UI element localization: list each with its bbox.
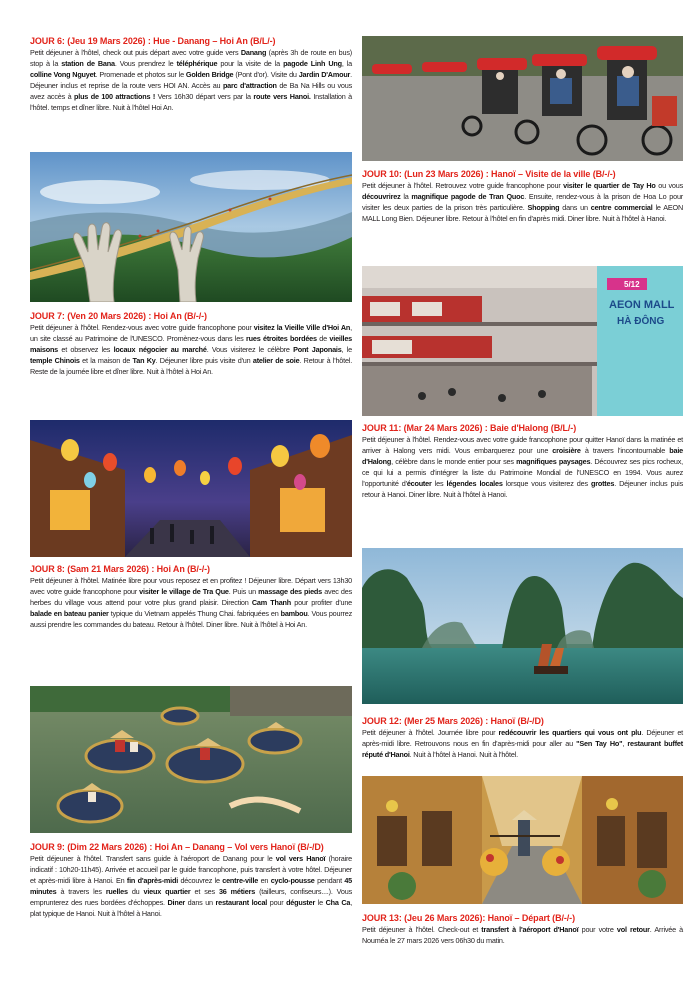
mall-sign-branch: HÀ ĐÔNG <box>617 316 665 327</box>
emphasis: massage des pieds <box>258 587 322 597</box>
day-6-title: JOUR 6: (Jeu 19 Mars 2026) : Hue - Danang – Hoi An (B/L/-) <box>30 36 276 46</box>
emphasis: centre-ville <box>222 876 259 886</box>
day-9-text: Petit déjeuner à l'hôtel. Transfert sans guide à l'aéroport de Danang pour le vol vers Hanoï (horaire indicatif : 10h20-11h45). Arrivée et accueil par le guide francophone, puis transfert à votre hôtel. Déjeuner et après-midi libre à Hanoi. En fin d'après-midi découvrez le centre-ville en cyclo-pousse pendant 45 minutes à travers les ruelles du vieux quartier et ses 36 métiers (tailleurs, confiseurs....). Vous emprunterez des rues bordées d'échoppes. Diner dans un restaurant local pour déguster le Cha Ca, plat typique de Hanoi. Nuit à l'hôtel à Hanoi. <box>30 854 353 919</box>
lantern-street-photo <box>30 420 352 557</box>
day-10-title: JOUR 10: (Lun 23 Mars 2026) : Hanoï – Visite de la ville (B/-/-) <box>362 169 616 179</box>
emphasis: Pont Japonais <box>293 345 342 355</box>
emphasis: Golden Bridge <box>185 70 234 80</box>
emphasis: 36 métiers <box>218 887 256 897</box>
emphasis: balade en bateau panier <box>30 609 109 619</box>
emphasis: cyclo-pousse <box>270 876 315 886</box>
emphasis: magnifiques paysages <box>516 457 591 467</box>
day-7-text: Petit déjeuner à l'hôtel. Rendez-vous avec votre guide francophone pour visitez la Vieille Ville d'Hoi An, un site classé au Patrimoine de l'UNESCO. Promènez-vous dans les rues étroites bordées de vieilles maisons et observez les locaux négocier au marché. Vous visiterez le célèbre Pont Japonais, le temple Chinois et la maison de Tan Ky. Déjeuner libre puis visite d'un atelier de soie. Retour à l'hôtel. Reste de la journée libre et dîner libre. Nuit à l'hôtel à Hoi An. <box>30 323 353 377</box>
day-11-title: JOUR 11: (Mar 24 Mars 2026) : Baie d'Halong (B/L/-) <box>362 423 577 433</box>
day-7-title: JOUR 7: (Ven 20 Mars 2026) : Hoi An (B/-/-) <box>30 311 207 321</box>
emphasis: restaurant local <box>215 898 268 908</box>
day-13-section <box>362 913 683 946</box>
halong-bay-photo <box>362 548 683 704</box>
emphasis: Shopping <box>527 203 560 213</box>
day-6-section <box>30 36 352 114</box>
emphasis: Danang <box>240 48 267 57</box>
emphasis: redécouvrir les quartiers qui vous ont plu <box>498 728 642 737</box>
emphasis: "Sen Tay Ho" <box>576 739 623 749</box>
emphasis: Cam Thanh <box>251 598 291 608</box>
day-9-title: JOUR 9: (Dim 22 Mars 2026) : Hoi An – Danang – Vol vers Hanoï (B/-/D) <box>30 842 324 852</box>
golden-bridge-photo <box>30 152 352 302</box>
emphasis: rues étroites bordées <box>246 334 317 344</box>
emphasis: écouter <box>406 479 432 489</box>
emphasis: grottes <box>591 479 615 489</box>
day-8-title: JOUR 8: (Sam 21 Mars 2026) : Hoi An (B/-/-) <box>30 564 210 574</box>
emphasis: parc d'attraction <box>222 81 277 91</box>
emphasis: téléphérique <box>176 59 218 69</box>
emphasis: vol retour <box>616 925 650 934</box>
emphasis: déguster <box>286 898 316 908</box>
aeon-mall-photo <box>362 266 683 416</box>
day-7-section <box>30 311 352 377</box>
day-10-text: Petit déjeuner à l'hôtel. Retrouvez votre guide francophone pour visiter le quartier de Tay Ho ou vous découvrirez la magnifique pagode de Tran Quoc. Ensuite, rendez-vous à la prison de Hoa Lo pour visiter les deux parties de la prison très particulière. Shopping dans un centre commercial le AEON MALL Long Bien. Déjeuner libre. Retour à l'hôtel en fin d'après midi. Diner libre. Nuit à l'hôtel à Hanoi. <box>362 181 683 224</box>
emphasis: bambou <box>280 609 308 619</box>
emphasis: route vers Hanoi. <box>253 92 311 102</box>
day-6-text: Petit déjeuner à l'hôtel, check out puis départ avec votre guide vers Danang (après 3h de route en bus) stop à la station de Bana. Vous prendrez le téléphérique pour la visite de la pagode Linh Ung, la colline Vong Nguyet. Promenade et photos sur le Golden Bridge (Pont d'or). Visite du Jardin D'Amour. Déjeuner inclus et reprise de la route vers HOI AN. Accès au parc d'attraction de Ba Na Hills ou vous avez accès à plus de 100 attractions ! Vers 16h30 départ vers par la route vers Hanoi. Installation à l'hôtel. temps et dîner libre. Nuit à l'hôtel Hoi An. <box>30 48 352 113</box>
day-8-text: Petit déjeuner à l'hôtel. Matinée libre pour vous reposez et en profitez ! Déjeuner libre. Départ vers 13h30 avec votre guide francophone pour visiter le village de Tra Que. Puis un massage des pieds avec des herbes du village vous attend pour votre plus grand plaisir. Direction Cam Thanh pour profiter d'une balade en bateau panier typique du Vietnam appelés Thung Chai. fabriquées en bambou. Vous pourrez aussi prendre les commandes du bateau. Retour à l'hôtel. Diner libre. Nuit à l'hôtel à Hoi An. <box>30 576 353 630</box>
hanoi-street-photo <box>362 776 683 904</box>
emphasis: pagode Linh Ung <box>283 59 342 69</box>
emphasis: baie d'Halong <box>362 446 683 467</box>
day-8-section <box>30 564 352 630</box>
emphasis: visiter le quartier de Tay Ho <box>563 181 656 190</box>
mall-sign-date: 5/12 <box>624 280 640 289</box>
emphasis: temple Chinois <box>30 356 80 366</box>
emphasis: visiter le village de Tra Que <box>139 587 229 597</box>
emphasis: découvrirez <box>362 192 401 202</box>
emphasis: vieux quartier <box>143 887 191 897</box>
emphasis: fin d'après-midi <box>126 876 179 886</box>
day-10-section <box>362 169 683 224</box>
emphasis: colline Vong Nguyet <box>30 70 96 80</box>
emphasis: Cha Ca <box>325 898 351 908</box>
day-13-text: Petit déjeuner à l'hôtel. Check-out et transfert à l'aéroport d'Hanoï pour votre vol retour. Arrivée à Nouméa le 27 mars 2026 vers 06h30 du matin. <box>362 925 683 946</box>
emphasis: Diner <box>167 898 186 908</box>
emphasis: locaux négocier au marché <box>113 345 207 355</box>
emphasis: centre commercial <box>590 203 653 213</box>
emphasis: Tan Ky <box>132 356 156 366</box>
emphasis: vieilles maisons <box>30 334 353 355</box>
day-12-section <box>362 716 683 760</box>
emphasis: 45 minutes <box>30 876 353 897</box>
emphasis: Jardin D'Amour <box>298 70 351 80</box>
emphasis: ruelles <box>105 887 128 897</box>
emphasis: magnifique pagode de Tran Quoc <box>411 192 525 202</box>
cyclo-photo <box>362 36 683 161</box>
day-11-section <box>362 423 683 501</box>
day-12-title: JOUR 12: (Mer 25 Mars 2026) : Hanoï (B/-/D) <box>362 716 544 726</box>
day-13-title: JOUR 13: (Jeu 26 Mars 2026): Hanoï – Départ (B/-/-) <box>362 913 575 923</box>
emphasis: plus de 100 attractions ! <box>74 92 156 102</box>
emphasis: atelier de soie <box>252 356 300 366</box>
day-12-text: Petit déjeuner à l'hôtel. Journée libre pour redécouvrir les quartiers qui vous ont plu. Déjeuner et après-midi libre. Retrouvons nous en fin d'après-midi pour aller au "Sen Tay Ho", restaurant buffet réputé d'Hanoi. Nuit à l'hôtel à Hanoi. Nuit à l'hôtel. <box>362 728 683 760</box>
emphasis: croisière <box>552 446 581 456</box>
emphasis: transfert à l'aéroport d'Hanoï <box>481 925 579 934</box>
emphasis: visitez la Vieille Ville d'Hoi An <box>253 323 351 332</box>
mall-sign-name: AEON MALL <box>609 299 675 311</box>
day-11-text: Petit déjeuner à l'hôtel. Rendez-vous avec votre guide francophone pour quitter Hanoï dans la matinée et arriver à Halong vers midi. Vous embarquerez pour une croisière à travers l'incontournable baie d'Halong, célèbre dans le monde entier pour ses magnifiques paysages. Découvrez ses pics rocheux, ce qui lui a permis d'intégrer la liste du Patrimoine Mondial de l'UNESCO en 1994. Vous aurez l'opportunité d'écouter les légendes locales lorsque vous visiterez des grottes. Déjeuner inclus puis retour à Hanoi. Diner libre. Nuit à l'hôtel à Hanoi. <box>362 435 684 500</box>
emphasis: restaurant buffet réputé d'Hanoi <box>362 739 683 760</box>
emphasis: légendes locales <box>446 479 503 489</box>
basket-boats-photo <box>30 686 352 833</box>
emphasis: vol vers Hanoï <box>275 854 326 863</box>
emphasis: station de Bana <box>61 59 115 69</box>
day-9-section <box>30 842 352 920</box>
